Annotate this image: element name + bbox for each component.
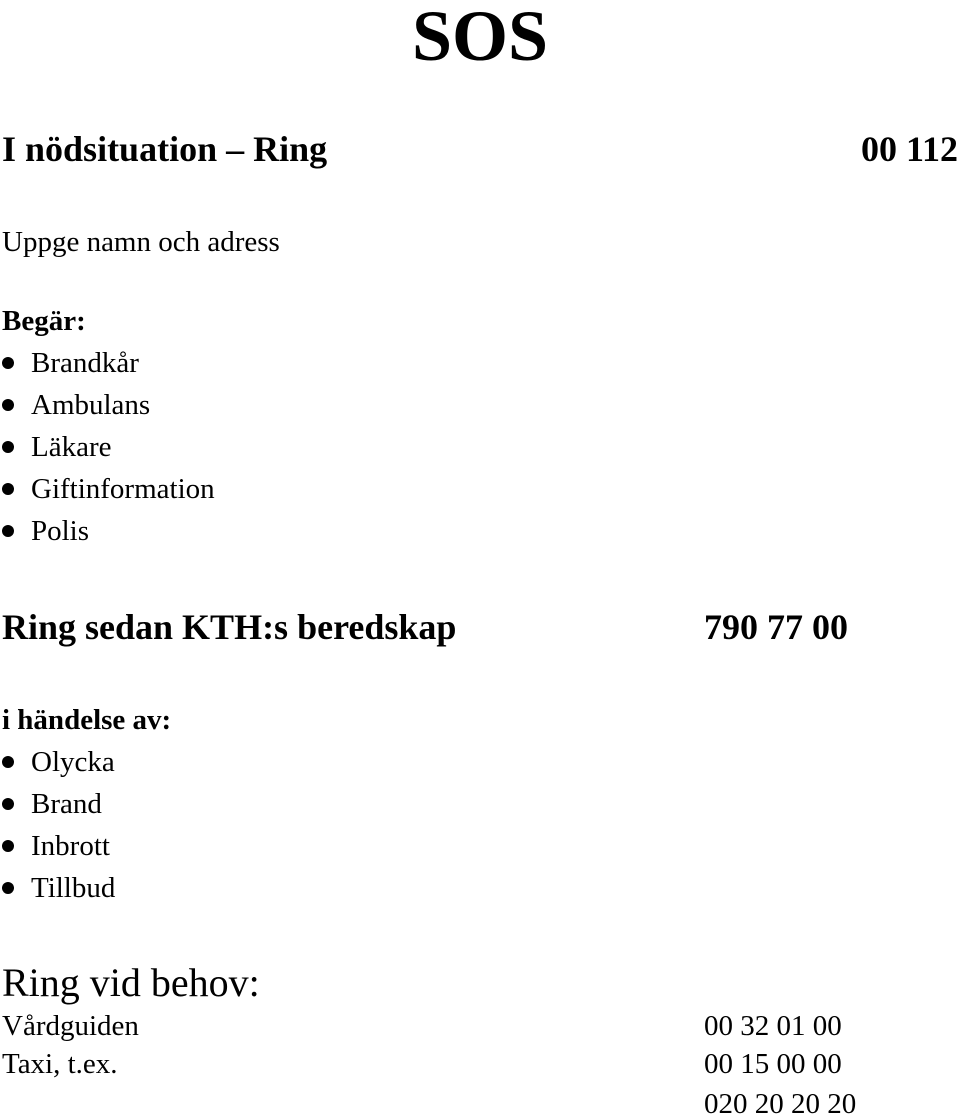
list-item-label: Tillbud (31, 872, 116, 904)
as-needed-heading: Ring vid behov: (2, 960, 260, 1005)
list-item-label: Polis (31, 515, 90, 547)
list-item-label: Olycka (31, 746, 115, 778)
preparedness-number: 790 77 00 (704, 607, 848, 647)
preparedness-heading: Ring sedan KTH:s beredskap (2, 607, 457, 647)
bullet-icon (2, 483, 14, 495)
bullet-icon (2, 756, 14, 768)
list-item-label: Giftinformation (31, 473, 215, 505)
list-item-label: Ambulans (31, 389, 151, 421)
request-label: Begär: (2, 305, 86, 337)
list-item-label: Brand (31, 788, 102, 820)
bullet-icon (2, 840, 14, 852)
contact-number-taxi: 00 15 00 00 (704, 1048, 842, 1080)
bullet-icon (2, 399, 14, 411)
emergency-number: 00 112 (860, 129, 958, 169)
contact-number-taxi-alt: 020 20 20 20 (704, 1088, 857, 1120)
contact-number-vardguiden: 00 32 01 00 (704, 1010, 842, 1042)
bullet-icon (2, 798, 14, 810)
emergency-heading: I nödsituation – Ring (2, 129, 328, 169)
list-item-label: Inbrott (31, 830, 110, 862)
emergency-instruction: Uppge namn och adress (2, 226, 280, 258)
contact-label-vardguiden: Vårdguiden (2, 1010, 139, 1042)
bullet-icon (2, 882, 14, 894)
list-item-label: Brandkår (31, 347, 139, 379)
contact-label-taxi: Taxi, t.ex. (2, 1048, 118, 1080)
bullet-icon (2, 441, 14, 453)
page-title: SOS (411, 0, 549, 76)
list-item-label: Läkare (31, 431, 112, 463)
bullet-icon (2, 357, 14, 369)
bullet-icon (2, 525, 14, 537)
event-label: i händelse av: (2, 704, 172, 736)
